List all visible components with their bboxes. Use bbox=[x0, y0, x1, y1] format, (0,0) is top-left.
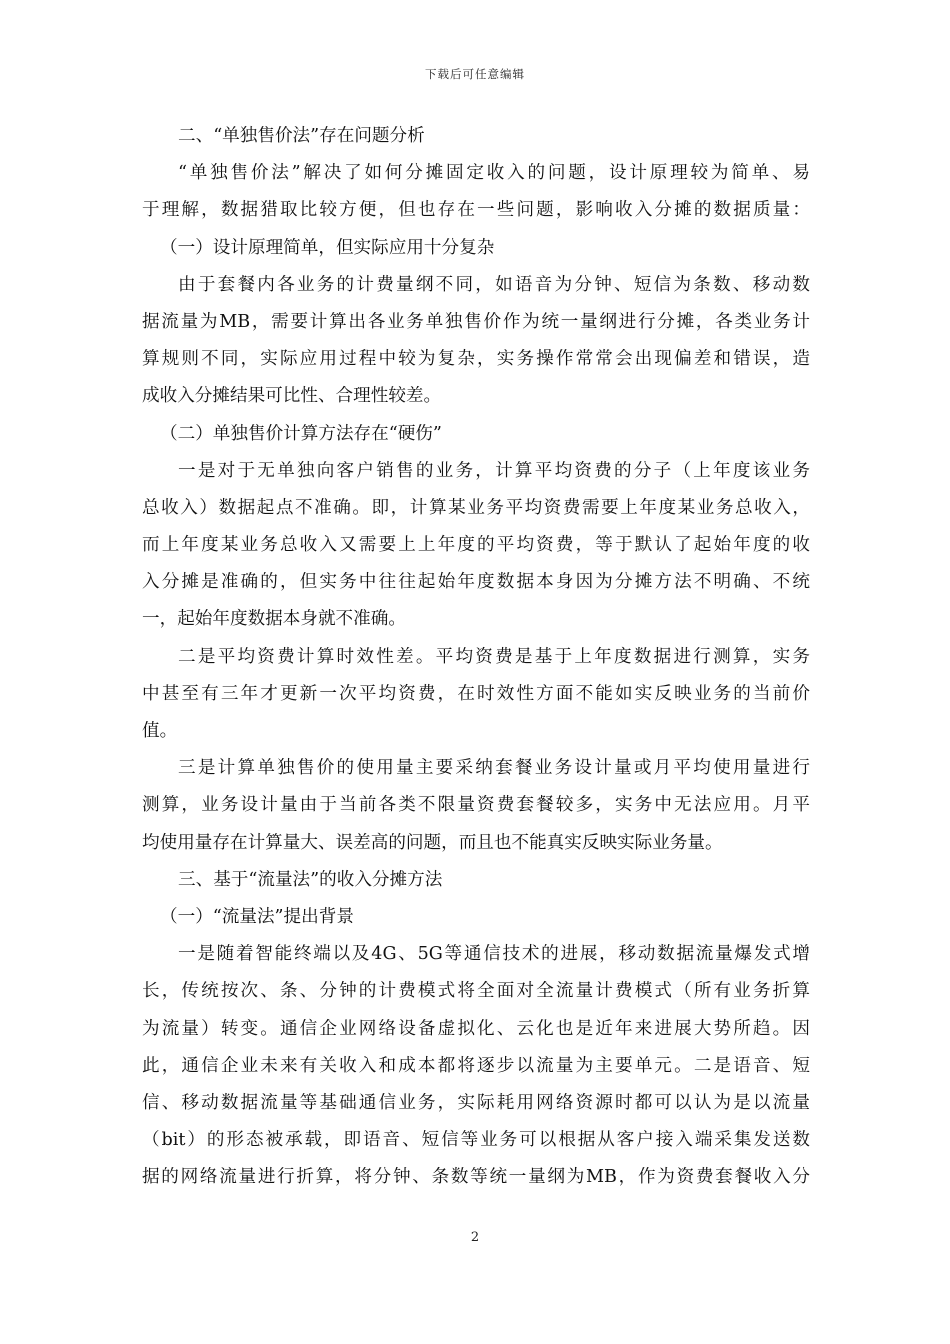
text-line: 中甚至有三年才更新一次平均资费，在时效性方面不能如实反映业务的当前价 bbox=[142, 683, 810, 704]
text-line: 总收入）数据起点不准确。即，计算某业务平均资费需要上年度某业务总收入， bbox=[142, 497, 810, 518]
text-line: 一是随着智能终端以及4G、5G等通信技术的进展，移动数据流量爆发式增 bbox=[178, 944, 810, 965]
text-line: 入分摊是准确的，但实务中往往起始年度数据本身因为分摊方法不明确、不统 bbox=[142, 572, 810, 593]
text-line: 三是计算单独售价的使用量主要采纳套餐业务设计量或月平均使用量进行 bbox=[178, 758, 810, 779]
text-line: 于理解，数据猎取比较方便，但也存在一些问题，影响收入分摊的数据质量： bbox=[142, 200, 810, 221]
text-line: （二）单独售价计算方法存在“硬伤” bbox=[160, 423, 442, 444]
text-line: 三、基于“流量法”的收入分摊方法 bbox=[178, 869, 443, 890]
body-text bbox=[142, 118, 810, 1196]
text-line: 一是对于无单独向客户销售的业务，计算平均资费的分子（上年度该业务 bbox=[178, 460, 810, 481]
text-line: 算规则不同，实际应用过程中较为复杂，实务操作常常会出现偏差和错误，造 bbox=[142, 349, 810, 370]
text-line: 据的网络流量进行折算，将分钟、条数等统一量纲为MB，作为资费套餐收入分 bbox=[142, 1167, 810, 1188]
text-line: 而上年度某业务总收入又需要上上年度的平均资费，等于默认了起始年度的收 bbox=[142, 535, 810, 556]
text-line: （一）“流量法”提出背景 bbox=[160, 906, 354, 927]
text-line: 二是平均资费计算时效性差。平均资费是基于上年度数据进行测算，实务 bbox=[178, 646, 810, 667]
text-line: 由于套餐内各业务的计费量纲不同，如语音为分钟、短信为条数、移动数 bbox=[178, 274, 810, 295]
text-line: 均使用量存在计算量大、误差高的问题，而且也不能真实反映实际业务量。 bbox=[142, 832, 723, 853]
text-line: 长，传统按次、条、分钟的计费模式将全面对全流量计费模式（所有业务折算 bbox=[142, 981, 810, 1002]
text-line: （bit）的形态被承载，即语音、短信等业务可以根据从客户接入端采集发送数 bbox=[142, 1130, 810, 1151]
text-line: 为流量）转变。通信企业网络设备虚拟化、云化也是近年来进展大势所趋。因 bbox=[142, 1018, 810, 1039]
text-line: “单独售价法”解决了如何分摊固定收入的问题，设计原理较为简单、易 bbox=[178, 163, 810, 184]
text-line: 此，通信企业未来有关收入和成本都将逐步以流量为主要单元。二是语音、短 bbox=[142, 1055, 810, 1076]
text-line: 值。 bbox=[142, 721, 178, 741]
text-line: 据流量为MB，需要计算出各业务单独售价作为统一量纲进行分摊，各类业务计 bbox=[142, 311, 810, 332]
page-number: 2 bbox=[470, 1230, 480, 1245]
text-line: 一，起始年度数据本身就不准确。 bbox=[142, 609, 406, 630]
text-line: 二、“单独售价法”存在问题分析 bbox=[178, 126, 425, 146]
text-line: 测算，业务设计量由于当前各类不限量资费套餐较多，实务中无法应用。月平 bbox=[142, 795, 810, 816]
text-line: 成收入分摊结果可比性、合理性较差。 bbox=[142, 386, 442, 407]
text-line: 信、移动数据流量等基础通信业务，实际耗用网络资源时都可以认为是以流量 bbox=[142, 1092, 810, 1113]
page-header: 下载后可任意编辑 bbox=[425, 67, 525, 81]
text-line: （一）设计原理简单，但实际应用十分复杂 bbox=[160, 237, 495, 258]
